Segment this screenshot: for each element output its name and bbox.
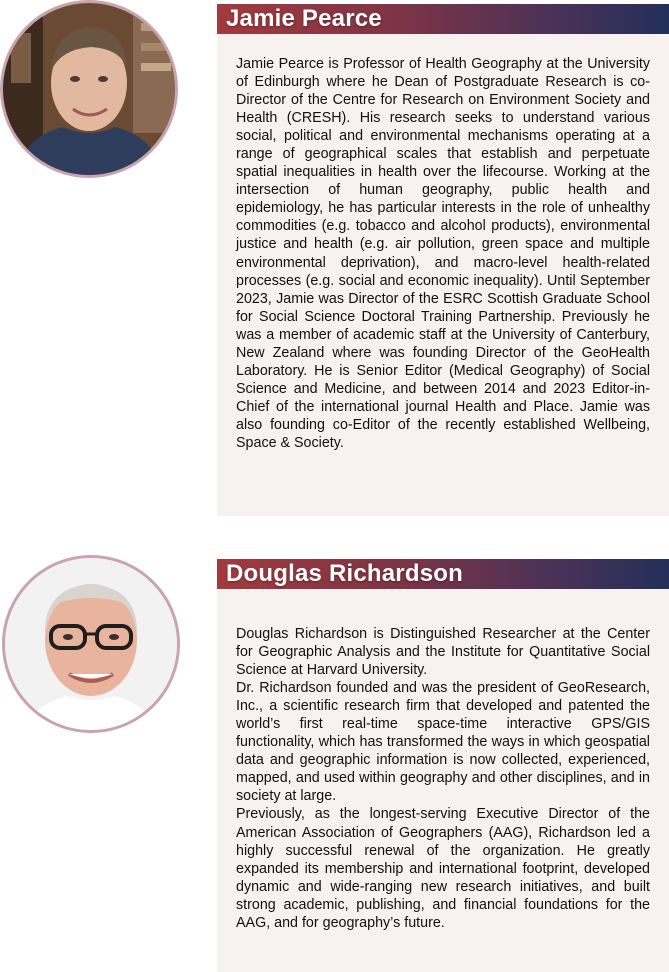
bio-paragraph: Dr. Richardson founded and was the president of GeoResearch, Inc., a scientific research firm that developed and patented the world’s first real-time space-time interactive GPS/GIS functionality, which has transformed the ways in which geospatial data and geographic information is now collected, experienced, mapped, and used within geography and other disciplines, and in society at large. bbox=[236, 680, 650, 805]
bio-text bbox=[236, 55, 650, 452]
portrait-photo bbox=[3, 3, 175, 175]
bio-paragraph: Previously, as the longest-serving Executive Director of the American Association of Geographers (AAG), Richardson led a highly successful renewal of the organization. He greatly expanded its membership and international footprint, developed dynamic and wide-ranging new research initiatives, and built strong academic, publishing, and financial foundations for the AAG, and for geography’s future. bbox=[236, 806, 650, 931]
person-name: Jamie Pearce bbox=[226, 5, 382, 32]
person-name: Douglas Richardson bbox=[226, 560, 463, 587]
portrait-photo bbox=[5, 558, 177, 730]
avatar-douglas-richardson bbox=[2, 555, 180, 733]
avatar-jamie-pearce bbox=[0, 0, 178, 178]
bio-box bbox=[217, 589, 669, 972]
bio-text bbox=[236, 625, 650, 932]
bio-paragraph: Douglas Richardson is Distinguished Researcher at the Center for Geographic Analysis and the Institute for Quantitative Social Science at Harvard University. bbox=[236, 626, 650, 679]
bio-box bbox=[217, 34, 669, 516]
profile-douglas-richardson bbox=[0, 555, 669, 972]
name-banner bbox=[217, 4, 669, 34]
bio-paragraph: Jamie Pearce is Professor of Health Geography at the University of Edinburgh where he Dean of Postgraduate Research is co-Director of the Centre for Research on Environment Society and Health (CRESH). His research seeks to understand various social, political and environmental mechanisms operating at a range of geographical scales that establish and perpetuate spatial inequalities in health over the lifecourse. Working at the intersection of human geography, public health and epidemiology, he has particular interests in the role of unhealthy commodities (e.g. tobacco and alcohol products), environmental justice and health (e.g. air pollution, green space and multiple environmental deprivation), and macro-level health-related processes (e.g. social and economic inequality). Until September 2023, Jamie was Director of the ESRC Scottish Graduate School for Social Science Doctoral Training Partnership. Previously he was a member of academic staff at the University of Canterbury, New Zealand where was founding Director of the GeoHealth Laboratory. He is Senior Editor (Medical Geography) of Social Science and Medicine, and between 2014 and 2023 Editor-in-Chief of the international journal Health and Place. Jamie was also founding co-Editor of the recently established Wellbeing, Space & Society. bbox=[236, 56, 650, 451]
name-banner bbox=[217, 559, 669, 589]
